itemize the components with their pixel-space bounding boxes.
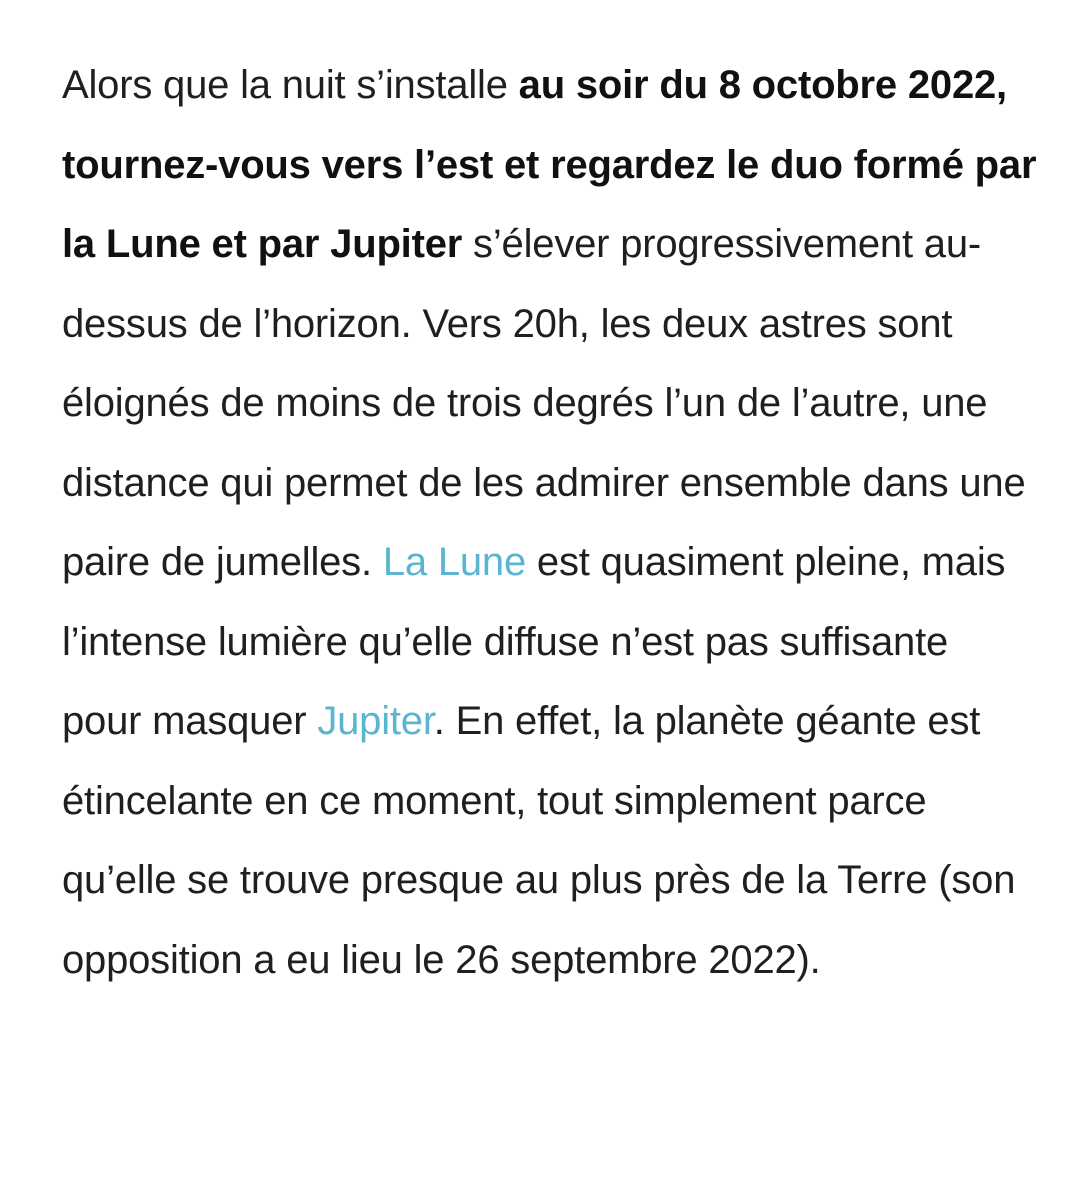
moon-link[interactable]: La Lune bbox=[382, 540, 527, 584]
highlighted-date-text: au soir du 8 octobre 2022, tournez-vous vers l’est et regardez le duo formé par la Lune et par Jupiter bbox=[62, 63, 1037, 266]
jupiter-link[interactable]: Jupiter bbox=[317, 699, 434, 743]
paragraph-moon-text: est quasiment pleine, mais l’intense lumière qu’elle diffuse n’est pas suffisante pour masquer bbox=[62, 540, 1006, 743]
paragraph-end-text: . En effet, la planète géante est étincelante en ce moment, tout simplement parce qu’elle se trouve presque au plus près de la Terre (son opposition a eu lieu le 26 septembre 2022). bbox=[62, 699, 1016, 982]
paragraph-intro-text: Alors que la nuit s’installe bbox=[62, 63, 519, 107]
article-body bbox=[62, 46, 1037, 1000]
article-paragraph bbox=[62, 46, 1037, 1000]
paragraph-body-text: s’élever progressivement au-dessus de l’horizon. Vers 20h, les deux astres sont éloignés de moins de trois degrés l’un de l’autre, une distance qui permet de les admirer ensemble dans une paire de jumelles. bbox=[62, 222, 1026, 584]
